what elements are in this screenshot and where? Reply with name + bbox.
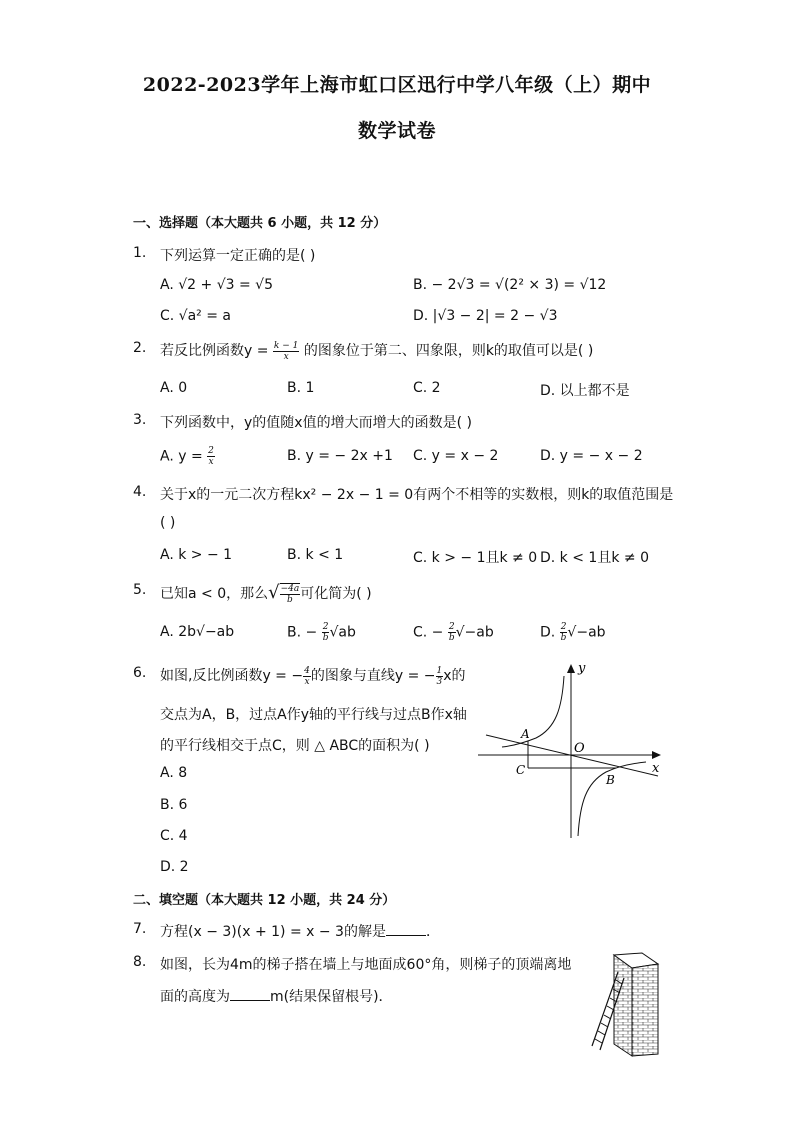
fraction-denominator: x — [283, 351, 289, 362]
q4-option-b: B. k < 1 — [287, 547, 344, 563]
ladder-wall-figure — [588, 950, 668, 1060]
answer-blank — [386, 935, 426, 936]
text-fragment: m(结果保留根号)． — [270, 989, 393, 1005]
q5-option-a: A. 2b√−ab — [160, 624, 235, 640]
fraction-denominator: 3 — [436, 676, 443, 687]
q3-option-b: B. y = − 2x +1 — [287, 448, 393, 464]
fraction-numerator: 1 — [436, 665, 443, 676]
question-4-continuation: ( ) — [160, 515, 176, 531]
q1-option-b: B. − 2√3 = √(2² × 3) = √12 — [413, 277, 607, 293]
question-number: 8. — [133, 954, 147, 970]
question-text: 下列运算一定正确的是( ) — [160, 248, 316, 264]
q6-option-c: C. 4 — [160, 828, 188, 844]
question-number: 3. — [133, 412, 147, 428]
text-fragment: A. y = — [160, 448, 203, 465]
q2-option-b: B. 1 — [287, 380, 315, 396]
q5-option-c — [413, 622, 494, 643]
label-c: C — [516, 763, 526, 777]
question-6-line2: 交点为A，B，过点A作y轴的平行线与过点B作x轴 — [160, 707, 467, 723]
fraction-denominator: x — [208, 457, 214, 467]
text-fragment: 的图象位于第二、四象限，则k的取值可以是( ) — [303, 343, 594, 359]
fraction — [448, 622, 456, 643]
fraction-numerator: −4a — [280, 584, 300, 594]
text-fragment: 可化简为( ) — [300, 586, 372, 602]
text-fragment: √−ab — [567, 624, 606, 641]
question-number: 5. — [133, 582, 147, 598]
fraction-numerator: 2 — [322, 622, 329, 632]
text-fragment: 如图,反比例函数y = − — [160, 668, 304, 684]
fraction-numerator: 2 — [448, 622, 455, 632]
question-number: 6. — [133, 665, 147, 681]
q2-option-a: A. 0 — [160, 380, 188, 396]
text-fragment: D. — [540, 624, 556, 641]
fraction-numerator: 2 — [560, 622, 567, 632]
x-axis-arrow — [652, 751, 661, 759]
label-y: y — [578, 661, 586, 676]
fraction-numerator: 4 — [304, 665, 310, 676]
fraction — [207, 446, 215, 467]
wall-front — [614, 955, 632, 1056]
text-fragment: 若反比例函数y = — [160, 343, 269, 359]
section-heading-choice: 一、选择题（本大题共 6 小题，共 12 分） — [133, 216, 387, 231]
answer-blank — [230, 1000, 270, 1001]
fraction — [273, 341, 299, 362]
q1-option-d: D. |√3 − 2| = 2 − √3 — [413, 308, 558, 324]
q2-option-c: C. 2 — [413, 380, 441, 396]
sqrt-sign: √ — [268, 582, 280, 603]
question-text — [160, 921, 440, 941]
fraction-denominator: b — [560, 633, 567, 643]
q4-option-a: A. k > − 1 — [160, 547, 233, 563]
question-text — [160, 665, 466, 687]
fraction-numerator: k − 1 — [273, 340, 299, 351]
label-o: O — [574, 741, 585, 756]
q6-option-b: B. 6 — [160, 797, 188, 813]
text-fragment: B. − — [287, 624, 318, 641]
hyperbola-line-figure — [476, 658, 666, 843]
question-8-line2 — [160, 986, 393, 1006]
text-fragment: ． — [425, 924, 440, 940]
q1-option-a: A. √2 + √3 = √5 — [160, 277, 273, 293]
section-heading-fill: 二、填空题（本大题共 12 小题，共 24 分） — [133, 893, 396, 908]
q4-option-d: D. k < 1且k ≠ 0 — [540, 550, 649, 566]
text-fragment: C. − — [413, 624, 444, 641]
q6-option-d: D. 2 — [160, 859, 189, 875]
question-number: 4. — [133, 484, 147, 500]
question-number: 1. — [133, 245, 147, 261]
text-fragment: 面的高度为 — [160, 989, 230, 1005]
label-x: x — [652, 761, 660, 776]
wall-side — [632, 964, 658, 1056]
text-fragment: 的图象与直线y = − — [310, 668, 436, 684]
question-text: 关于x的一元二次方程kx² − 2x − 1 = 0有两个不相等的实数根，则k的取值范围是 — [160, 487, 674, 503]
text-fragment: √−ab — [455, 624, 494, 641]
question-6-line3: 的平行线相交于点C，则 △ ABC的面积为( ) — [160, 738, 430, 754]
fraction-denominator: b — [322, 633, 329, 643]
q1-option-c: C. √a² = a — [160, 308, 231, 324]
q3-option-c: C. y = x − 2 — [413, 448, 499, 464]
text-fragment: 已知a < 0，那么 — [160, 586, 269, 602]
fraction-denominator: x — [304, 676, 310, 687]
question-text — [160, 582, 372, 605]
exam-title-line2: 数学试卷 — [357, 120, 436, 142]
q6-option-a: A. 8 — [160, 765, 188, 781]
label-b: B — [606, 773, 615, 787]
q5-option-d — [540, 622, 606, 643]
question-number: 7. — [133, 921, 147, 937]
question-number: 2. — [133, 340, 147, 356]
q3-option-a — [160, 446, 215, 467]
label-a: A — [521, 727, 530, 741]
text-fragment: x的 — [443, 668, 466, 684]
text-fragment: 方程(x − 3)(x + 1) = x − 3的解是 — [160, 924, 386, 940]
question-text: 下列函数中，y的值随x值的增大而增大的函数是( ) — [160, 415, 472, 431]
fraction-denominator: b — [448, 633, 455, 643]
q3-option-d: D. y = − x − 2 — [540, 448, 643, 464]
y-axis-arrow — [567, 664, 575, 673]
fraction-numerator: 2 — [208, 446, 214, 456]
text-fragment: √ab — [329, 624, 356, 641]
fraction — [303, 666, 311, 687]
q5-option-b — [287, 622, 356, 643]
q2-option-d: D. 以上都不是 — [540, 383, 630, 399]
fraction — [280, 583, 301, 605]
question-text — [160, 340, 593, 362]
fraction-denominator: b — [287, 595, 293, 605]
hyperbola-branch-upper-left — [502, 676, 564, 747]
q4-option-c: C. k > − 1且k ≠ 0 — [413, 550, 538, 566]
question-text: 如图，长为4m的梯子搭在墙上与地面成60°角，则梯子的顶端离地 — [160, 957, 572, 973]
exam-title-line1: 2022-2023学年上海市虹口区迅行中学八年级（上）期中 — [142, 74, 652, 96]
